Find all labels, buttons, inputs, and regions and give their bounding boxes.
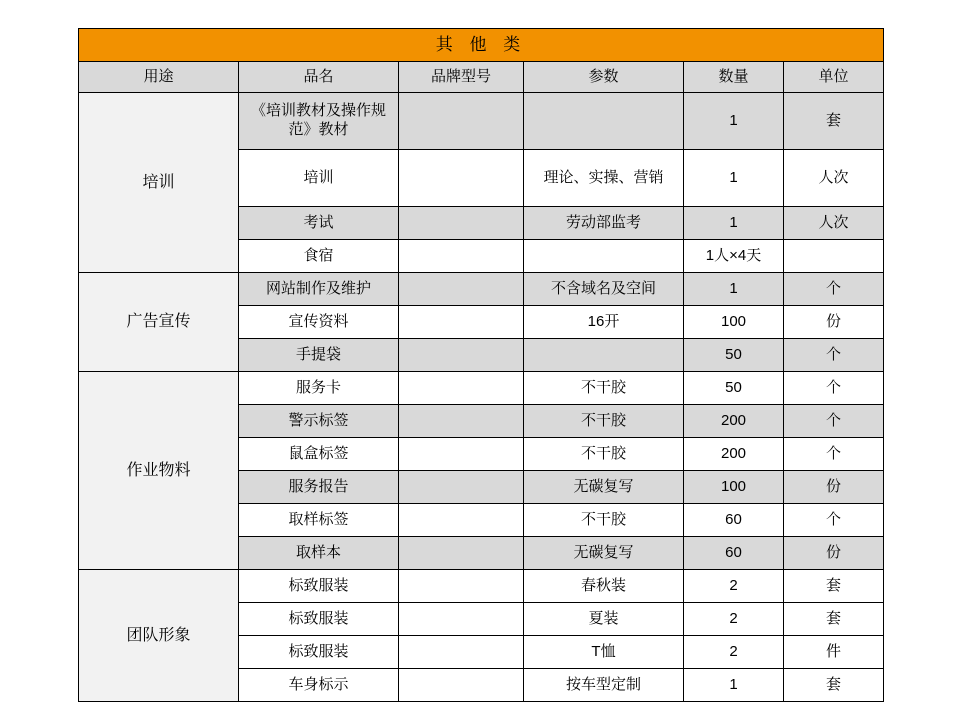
- cell-product-name: 取样本: [239, 537, 399, 570]
- cell-spec: 不干胶: [524, 405, 684, 438]
- cell-unit: 人次: [784, 207, 884, 240]
- cell-brand-model: [399, 273, 524, 306]
- cell-quantity: 1: [684, 273, 784, 306]
- cell-quantity: 1: [684, 207, 784, 240]
- cell-unit: 套: [784, 570, 884, 603]
- cell-spec: 按车型定制: [524, 669, 684, 702]
- cell-product-name: 标致服装: [239, 636, 399, 669]
- cell-spec: 无碳复写: [524, 471, 684, 504]
- cell-spec: T恤: [524, 636, 684, 669]
- cell-spec: 不含域名及空间: [524, 273, 684, 306]
- cell-product-name: 服务报告: [239, 471, 399, 504]
- header-row: [79, 62, 884, 93]
- cell-spec: 春秋装: [524, 570, 684, 603]
- cell-spec: [524, 339, 684, 372]
- cell-product-name: 警示标签: [239, 405, 399, 438]
- cell-brand-model: [399, 339, 524, 372]
- cell-brand-model: [399, 537, 524, 570]
- cell-quantity: 60: [684, 504, 784, 537]
- cell-brand-model: [399, 372, 524, 405]
- cell-quantity: 50: [684, 339, 784, 372]
- cell-quantity: 200: [684, 438, 784, 471]
- cell-unit: 个: [784, 372, 884, 405]
- cell-quantity: 2: [684, 636, 784, 669]
- table-row: [79, 372, 884, 405]
- cell-product-name: 标致服装: [239, 570, 399, 603]
- other-category-table: [78, 28, 884, 702]
- cell-unit: 个: [784, 273, 884, 306]
- cell-quantity: 100: [684, 471, 784, 504]
- cell-spec: 16开: [524, 306, 684, 339]
- column-header: 品牌型号: [399, 62, 524, 93]
- cell-product-name: 培训: [239, 150, 399, 207]
- cell-quantity: 2: [684, 603, 784, 636]
- group-label: 作业物料: [79, 372, 239, 570]
- cell-unit: 人次: [784, 150, 884, 207]
- cell-spec: 夏装: [524, 603, 684, 636]
- group-label: 广告宣传: [79, 273, 239, 372]
- cell-spec: 无碳复写: [524, 537, 684, 570]
- cell-unit: 个: [784, 405, 884, 438]
- cell-brand-model: [399, 471, 524, 504]
- cell-unit: 套: [784, 603, 884, 636]
- cell-unit: 份: [784, 537, 884, 570]
- cell-unit: 套: [784, 93, 884, 150]
- cell-brand-model: [399, 306, 524, 339]
- cell-unit: 份: [784, 306, 884, 339]
- cell-quantity: 100: [684, 306, 784, 339]
- cell-product-name: 考试: [239, 207, 399, 240]
- cell-product-name: 取样标签: [239, 504, 399, 537]
- table-title: 其 他 类: [79, 29, 884, 62]
- cell-brand-model: [399, 504, 524, 537]
- cell-brand-model: [399, 150, 524, 207]
- cell-product-name: 食宿: [239, 240, 399, 273]
- cell-product-name: 车身标示: [239, 669, 399, 702]
- cell-unit: [784, 240, 884, 273]
- table-row: [79, 93, 884, 150]
- cell-unit: 套: [784, 669, 884, 702]
- cell-unit: 份: [784, 471, 884, 504]
- cell-product-name: 服务卡: [239, 372, 399, 405]
- cell-quantity: 1人×4天: [684, 240, 784, 273]
- cell-brand-model: [399, 438, 524, 471]
- spreadsheet-sheet: [78, 28, 883, 702]
- cell-spec: [524, 93, 684, 150]
- cell-spec: 不干胶: [524, 372, 684, 405]
- column-header: 单位: [784, 62, 884, 93]
- cell-quantity: 1: [684, 150, 784, 207]
- cell-quantity: 1: [684, 93, 784, 150]
- cell-brand-model: [399, 207, 524, 240]
- cell-unit: 个: [784, 504, 884, 537]
- cell-product-name: 鼠盒标签: [239, 438, 399, 471]
- cell-quantity: 50: [684, 372, 784, 405]
- table-row: [79, 273, 884, 306]
- cell-quantity: 1: [684, 669, 784, 702]
- group-label: 培训: [79, 93, 239, 273]
- title-row: [79, 29, 884, 62]
- cell-brand-model: [399, 570, 524, 603]
- cell-unit: 个: [784, 438, 884, 471]
- cell-product-name: 手提袋: [239, 339, 399, 372]
- table-row: [79, 570, 884, 603]
- cell-brand-model: [399, 93, 524, 150]
- cell-brand-model: [399, 405, 524, 438]
- cell-spec: 劳动部监考: [524, 207, 684, 240]
- cell-spec: [524, 240, 684, 273]
- cell-brand-model: [399, 603, 524, 636]
- cell-quantity: 60: [684, 537, 784, 570]
- cell-spec: 理论、实操、营销: [524, 150, 684, 207]
- cell-spec: 不干胶: [524, 504, 684, 537]
- cell-unit: 件: [784, 636, 884, 669]
- column-header: 数量: [684, 62, 784, 93]
- cell-product-name: 网站制作及维护: [239, 273, 399, 306]
- cell-brand-model: [399, 669, 524, 702]
- cell-quantity: 2: [684, 570, 784, 603]
- cell-spec: 不干胶: [524, 438, 684, 471]
- column-header: 参数: [524, 62, 684, 93]
- group-label: 团队形象: [79, 570, 239, 702]
- cell-product-name: 《培训教材及操作规范》教材: [239, 93, 399, 150]
- column-header: 用途: [79, 62, 239, 93]
- cell-unit: 个: [784, 339, 884, 372]
- cell-quantity: 200: [684, 405, 784, 438]
- column-header: 品名: [239, 62, 399, 93]
- cell-product-name: 标致服装: [239, 603, 399, 636]
- cell-brand-model: [399, 636, 524, 669]
- cell-product-name: 宣传资料: [239, 306, 399, 339]
- cell-brand-model: [399, 240, 524, 273]
